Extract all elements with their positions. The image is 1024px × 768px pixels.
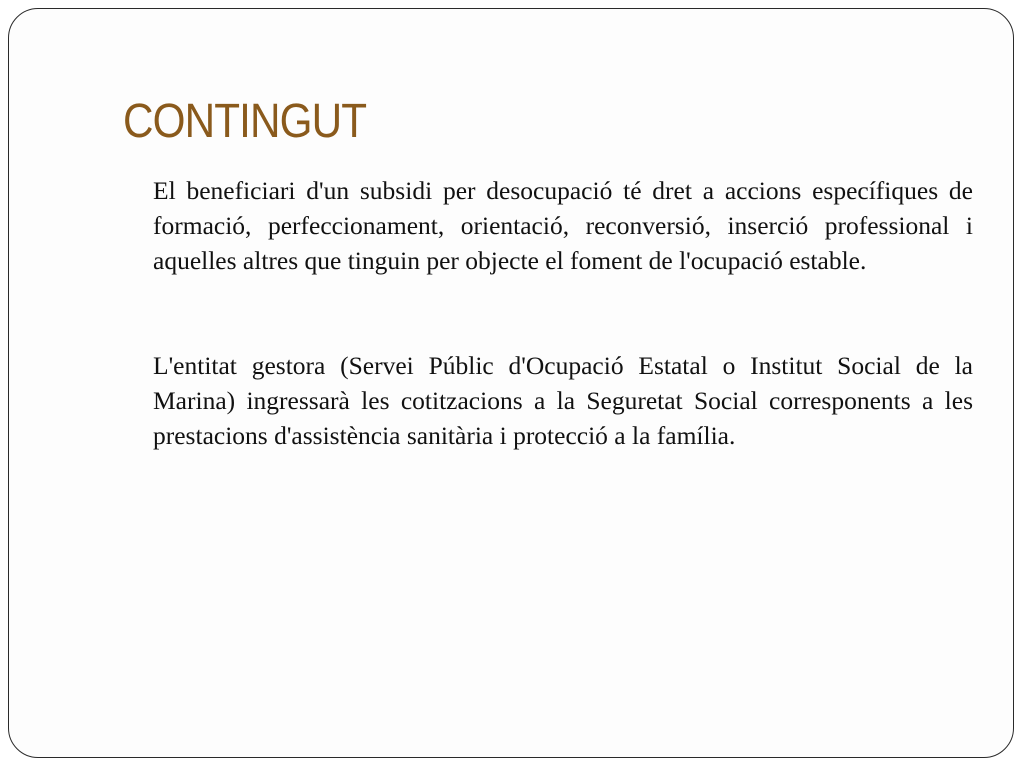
slide-body [153, 173, 973, 453]
slide-frame [8, 8, 1014, 758]
slide-title: CONTINGUT [123, 95, 367, 148]
body-paragraph-contributions: L'entitat gestora (Servei Públic d'Ocupació Estatal o Institut Social de la Marina) ingressarà les cotitzacions a la Seguretat Social corresponents a les prestacions d'assistència sanitària i protecció a la família. [153, 351, 973, 450]
body-paragraph-benefits: El beneficiari d'un subsidi per desocupació té dret a accions específiques de formació, perfeccionament, orientació, reconversió, inserció professional i aquelles altres que tinguin per objecte el foment de l'ocupació estable. [153, 176, 973, 275]
